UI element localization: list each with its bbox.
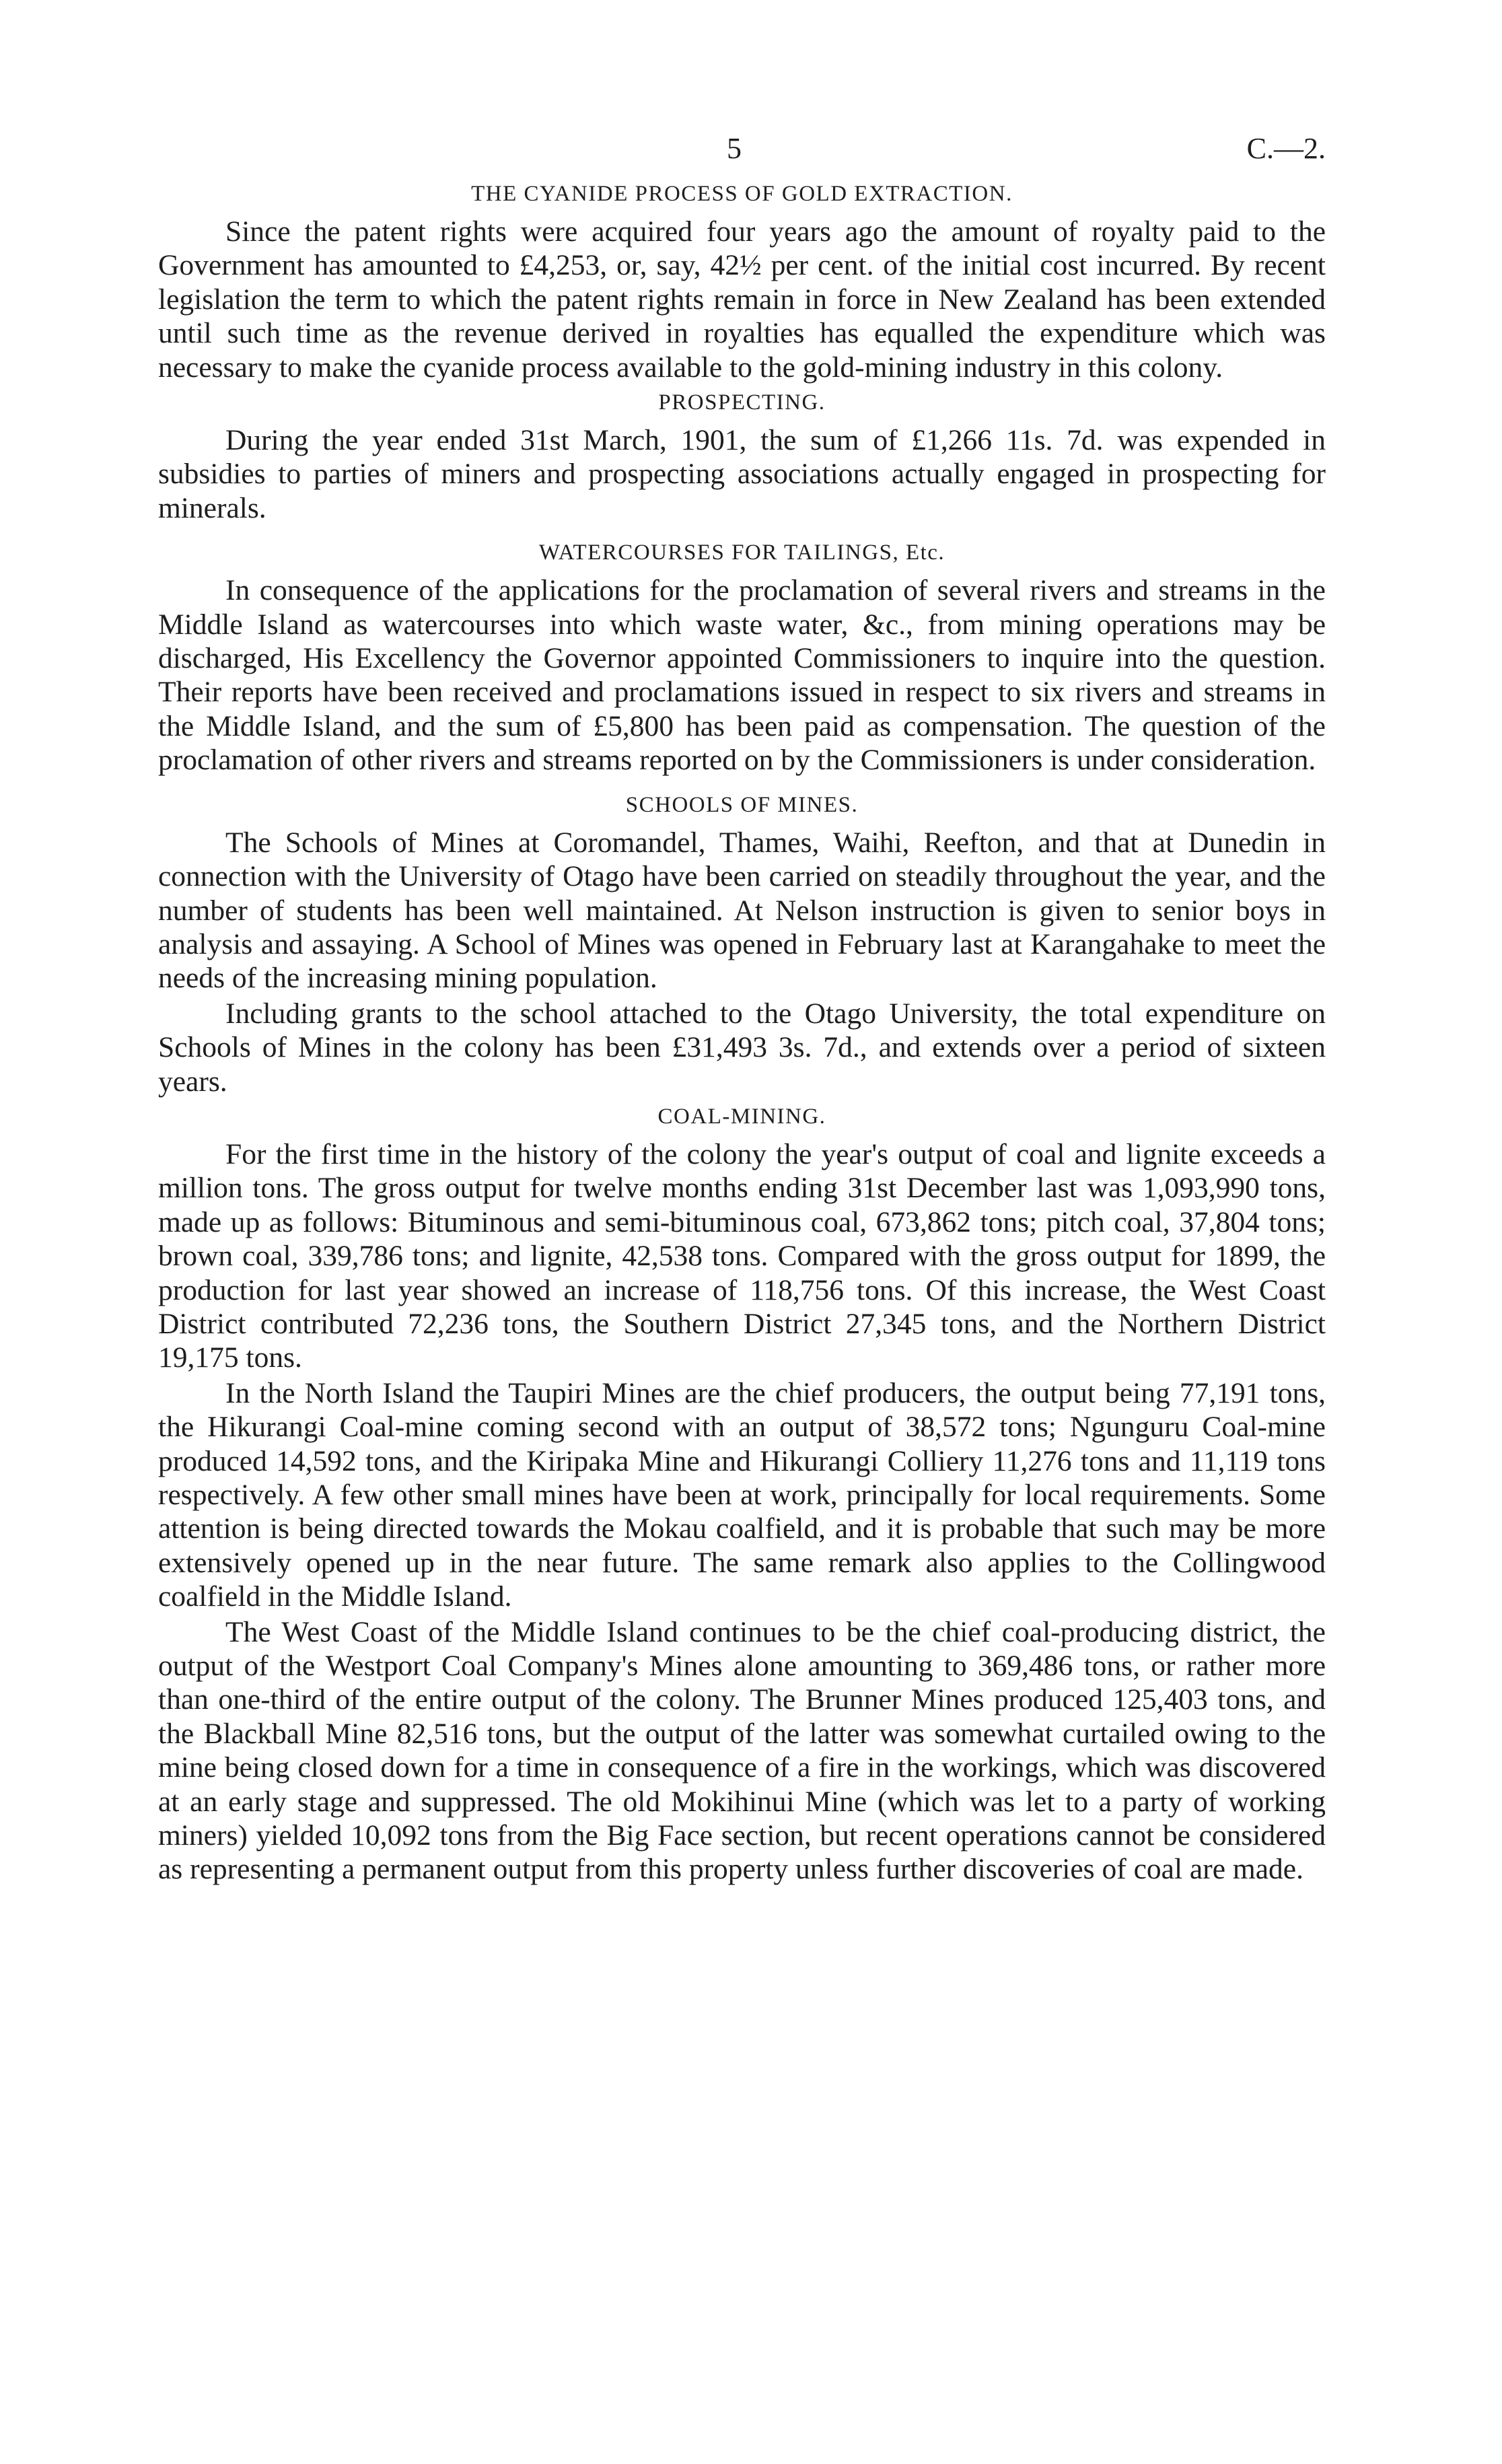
section-prospecting (158, 387, 1326, 525)
section-heading: COAL-MINING. (657, 1104, 826, 1129)
section-schools-of-mines (158, 789, 1326, 1098)
paragraph: Including grants to the school attached to the Otago University, the total expenditure on Schools of Mines in the colony has been £31,493 3s. 7d., and extends over a period of sixteen years. (158, 997, 1326, 1098)
section-watercourses (158, 537, 1326, 777)
paragraph: The Schools of Mines at Coromandel, Thames, Waihi, Reefton, and that at Dunedin in connection with the University of Otago have been carried on steadily throughout the year, and the number of students has been well maintained. At Nelson instruction is given to senior boys in analysis and assaying. A School of Mines was opened in February last at Karangahake to meet the needs of the increasing mining population. (158, 826, 1326, 995)
paragraph: The West Coast of the Middle Island continues to be the chief coal-producing district, the output of the Westport Coal Company's Mines alone amounting to 369,486 tons, or rather more than one-third of the entire output of the colony. The Brunner Mines produced 125,403 tons, and the Blackball Mine 82,516 tons, but the output of the latter was somewhat curtailed owing to the mine being closed down for a time in consequence of a fire in the workings, which was discovered at an early stage and suppressed. The old Mokihinui Mine (which was let to a party of working miners) yielded 10,092 tons from the Big Face section, but recent operations cannot be considered as representing a permanent output from this property unless further discoveries of coal are made. (158, 1615, 1326, 1886)
section-cyanide (158, 178, 1326, 384)
page-number: 5 (727, 132, 742, 165)
paragraph: For the first time in the history of the colony the year's output of coal and lignite exceeds a million tons. The gross output for twelve months ending 31st December last was 1,093,990 tons, made up as follows: Bituminous and semi-bituminous coal, 673,862 tons; pitch coal, 37,804 tons; brown coal, 339,786 tons; and lignite, 42,538 tons. Compared with the gross output for 1899, the production for last year showed an increase of 118,756 tons. Of this increase, the West Coast District contributed 72,236 tons, the Southern District 27,345 tons, and the Northern District 19,175 tons. (158, 1137, 1326, 1374)
section-heading: WATERCOURSES FOR TAILINGS, Etc. (538, 540, 945, 565)
section-heading: SCHOOLS OF MINES. (625, 792, 859, 817)
section-coal-mining (158, 1101, 1326, 1887)
section-heading: PROSPECTING. (658, 390, 826, 415)
paragraph: In consequence of the applications for the proclamation of several rivers and streams in the Middle Island as watercourses into which waste water, &c., from mining operations may be discharged, His Excellency the Governor appointed Commissioners to inquire into the question. Their reports have been received and proclamations issued in respect to six rivers and streams in the Middle Island, and the sum of £5,800 has been paid as compensation. The question of the proclamation of other rivers and streams reported on by the Commissioners is under consideration. (158, 574, 1326, 777)
paragraph: Since the patent rights were acquired four years ago the amount of royalty paid to the Government has amounted to £4,253, or, say, 42½ per cent. of the initial cost incurred. By recent legislation the term to which the patent rights remain in force in New Zealand has been extended until such time as the revenue derived in royalties has equalled the expenditure which was necessary to make the cyanide process available to the gold-mining industry in this colony. (158, 215, 1326, 384)
paragraph: During the year ended 31st March, 1901, the sum of £1,266 11s. 7d. was expended in subsidies to parties of miners and prospecting associations actually engaged in prospecting for minerals. (158, 424, 1326, 524)
page-header (158, 131, 1326, 178)
document-page (158, 131, 1326, 1887)
section-heading: THE CYANIDE PROCESS OF GOLD EXTRACTION. (471, 182, 1013, 206)
paragraph: In the North Island the Taupiri Mines are the chief producers, the output being 77,191 tons, the Hikurangi Coal-mine coming second with an output of 38,572 tons; Ngunguru Coal-mine produced 14,592 tons, and the Kiripaka Mine and Hikurangi Colliery 11,276 tons and 11,119 tons respectively. A few other small mines have been at work, principally for local requirements. Some attention is being directed towards the Mokau coalfield, and it is probable that such may be more extensively opened up in the near future. The same remark also applies to the Collingwood coalfield in the Middle Island. (158, 1376, 1326, 1613)
document-reference: C.—2. (1246, 132, 1326, 165)
